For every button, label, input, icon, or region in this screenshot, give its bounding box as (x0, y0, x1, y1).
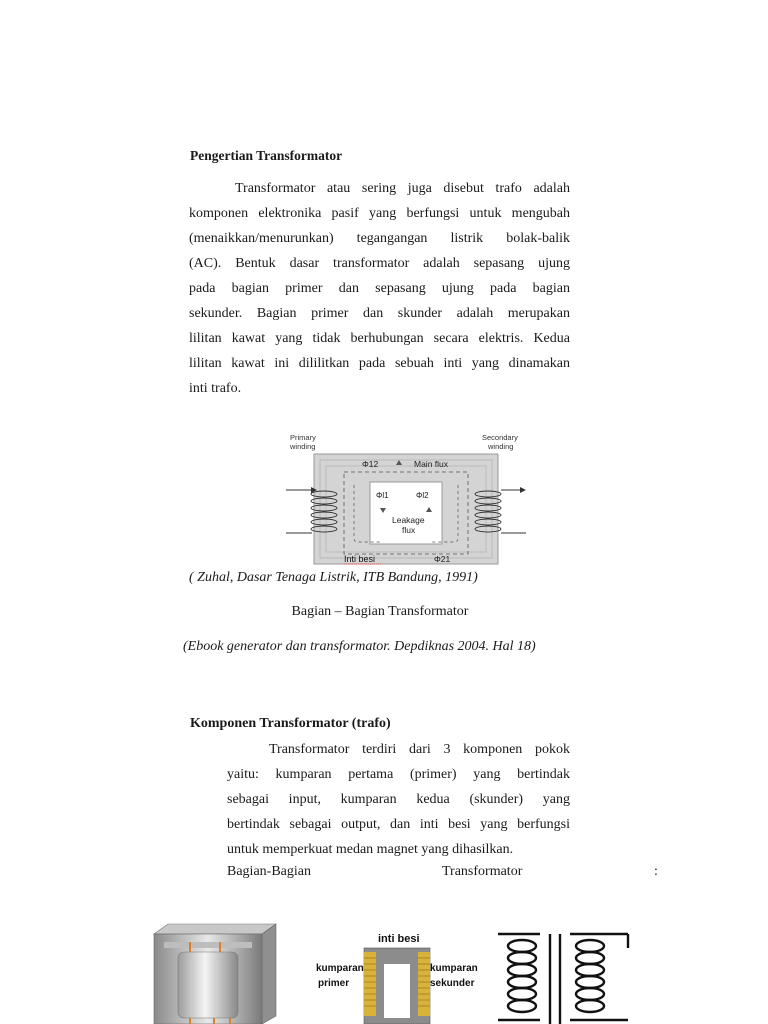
core-side-face (262, 924, 276, 1024)
paragraph-line: inti trafo. (189, 381, 242, 396)
labeled-core-diagram (312, 928, 482, 1024)
paragraph-line: pada bagian primer dan sepasang ujung pada bagian (189, 281, 570, 296)
primary-winding-label-2: winding (290, 442, 316, 451)
core-top-face (154, 924, 276, 934)
transformer-flux-diagram (284, 430, 530, 568)
paragraph-line: Transformator terdiri dari 3 komponen pokok (269, 742, 570, 757)
secondary-coil (418, 952, 430, 1016)
inti-besi-label: inti besi (378, 933, 420, 945)
parts-label-colon: : (654, 864, 658, 879)
phi-l1-label: Φl1 (376, 491, 389, 500)
core-lamination (164, 942, 252, 948)
paragraph-line: bertindak sebagai output, dan inti besi yang berfungsi (227, 817, 570, 832)
leakage-label-2: flux (402, 525, 416, 535)
transformer-core-3d-image (150, 920, 280, 1024)
main-flux-label: Main flux (414, 459, 449, 469)
section-heading-komponen: Komponen Transformator (trafo) (190, 716, 391, 731)
kumparan-primer-label-1: kumparan (316, 963, 364, 974)
figure-source: (Ebook generator dan transformator. Depdiknas 2004. Hal 18) (183, 639, 536, 654)
parts-label-word2: Transformator (442, 864, 523, 879)
paragraph-line: sebagai input, kumparan kedua (skunder) yang (227, 792, 570, 807)
paragraph-line: lilitan kawat ini dililitkan pada sebuah inti yang dinamakan (189, 356, 570, 371)
kumparan-sekunder-label-2: sekunder (430, 978, 475, 989)
secondary-coil-symbol (570, 934, 628, 1020)
figure-citation: ( Zuhal, Dasar Tenaga Listrik, ITB Bandung, 1991) (189, 570, 478, 585)
transformer-symbol (494, 928, 634, 1024)
parts-label-word1: Bagian-Bagian (227, 864, 311, 879)
kumparan-primer-label-2: primer (318, 978, 350, 989)
phi12-label: Φ12 (362, 459, 379, 469)
paragraph-line: yaitu: kumparan pertama (primer) yang bertindak (227, 767, 570, 782)
paragraph-line: (AC). Bentuk dasar transformator adalah sepasang ujung (189, 256, 570, 271)
paragraph-line: lilitan kawat yang tidak berhubungan secara elektris. Kedua (189, 331, 570, 346)
paragraph-line: sekunder. Bagian primer dan skunder adalah merupakan (189, 306, 570, 321)
coil-cylinder (178, 952, 238, 1018)
primary-coil-symbol (498, 934, 540, 1020)
phi-l2-label: Φl2 (416, 491, 429, 500)
paragraph-line: komponen elektronika pasif yang berfungsi untuk mengubah (189, 206, 570, 221)
secondary-arrow-icon (520, 487, 526, 493)
pengertian-paragraph (189, 176, 570, 401)
section-heading-pengertian: Pengertian Transformator (190, 148, 343, 163)
inti-besi-label: Inti besi (344, 554, 376, 564)
phi21-label: Φ21 (434, 554, 451, 564)
kumparan-sekunder-label-1: kumparan (430, 963, 478, 974)
leakage-label-1: Leakage (392, 515, 425, 525)
figure-caption: Bagian – Bagian Transformator (291, 604, 469, 619)
primary-coil (364, 952, 376, 1016)
core-window (384, 964, 410, 1018)
primary-winding-label-1: Primary (290, 433, 316, 442)
secondary-winding-label-1: Secondary (482, 433, 518, 442)
komponen-paragraph (227, 737, 570, 862)
paragraph-line: untuk memperkuat medan magnet yang dihasilkan. (227, 842, 514, 857)
paragraph-line: (menaikkan/menurunkan) tegangangan listrik bolak-balik (189, 231, 570, 246)
secondary-winding-label-2: winding (488, 442, 514, 451)
paragraph-line: Transformator atau sering juga disebut trafo adalah (235, 181, 570, 196)
